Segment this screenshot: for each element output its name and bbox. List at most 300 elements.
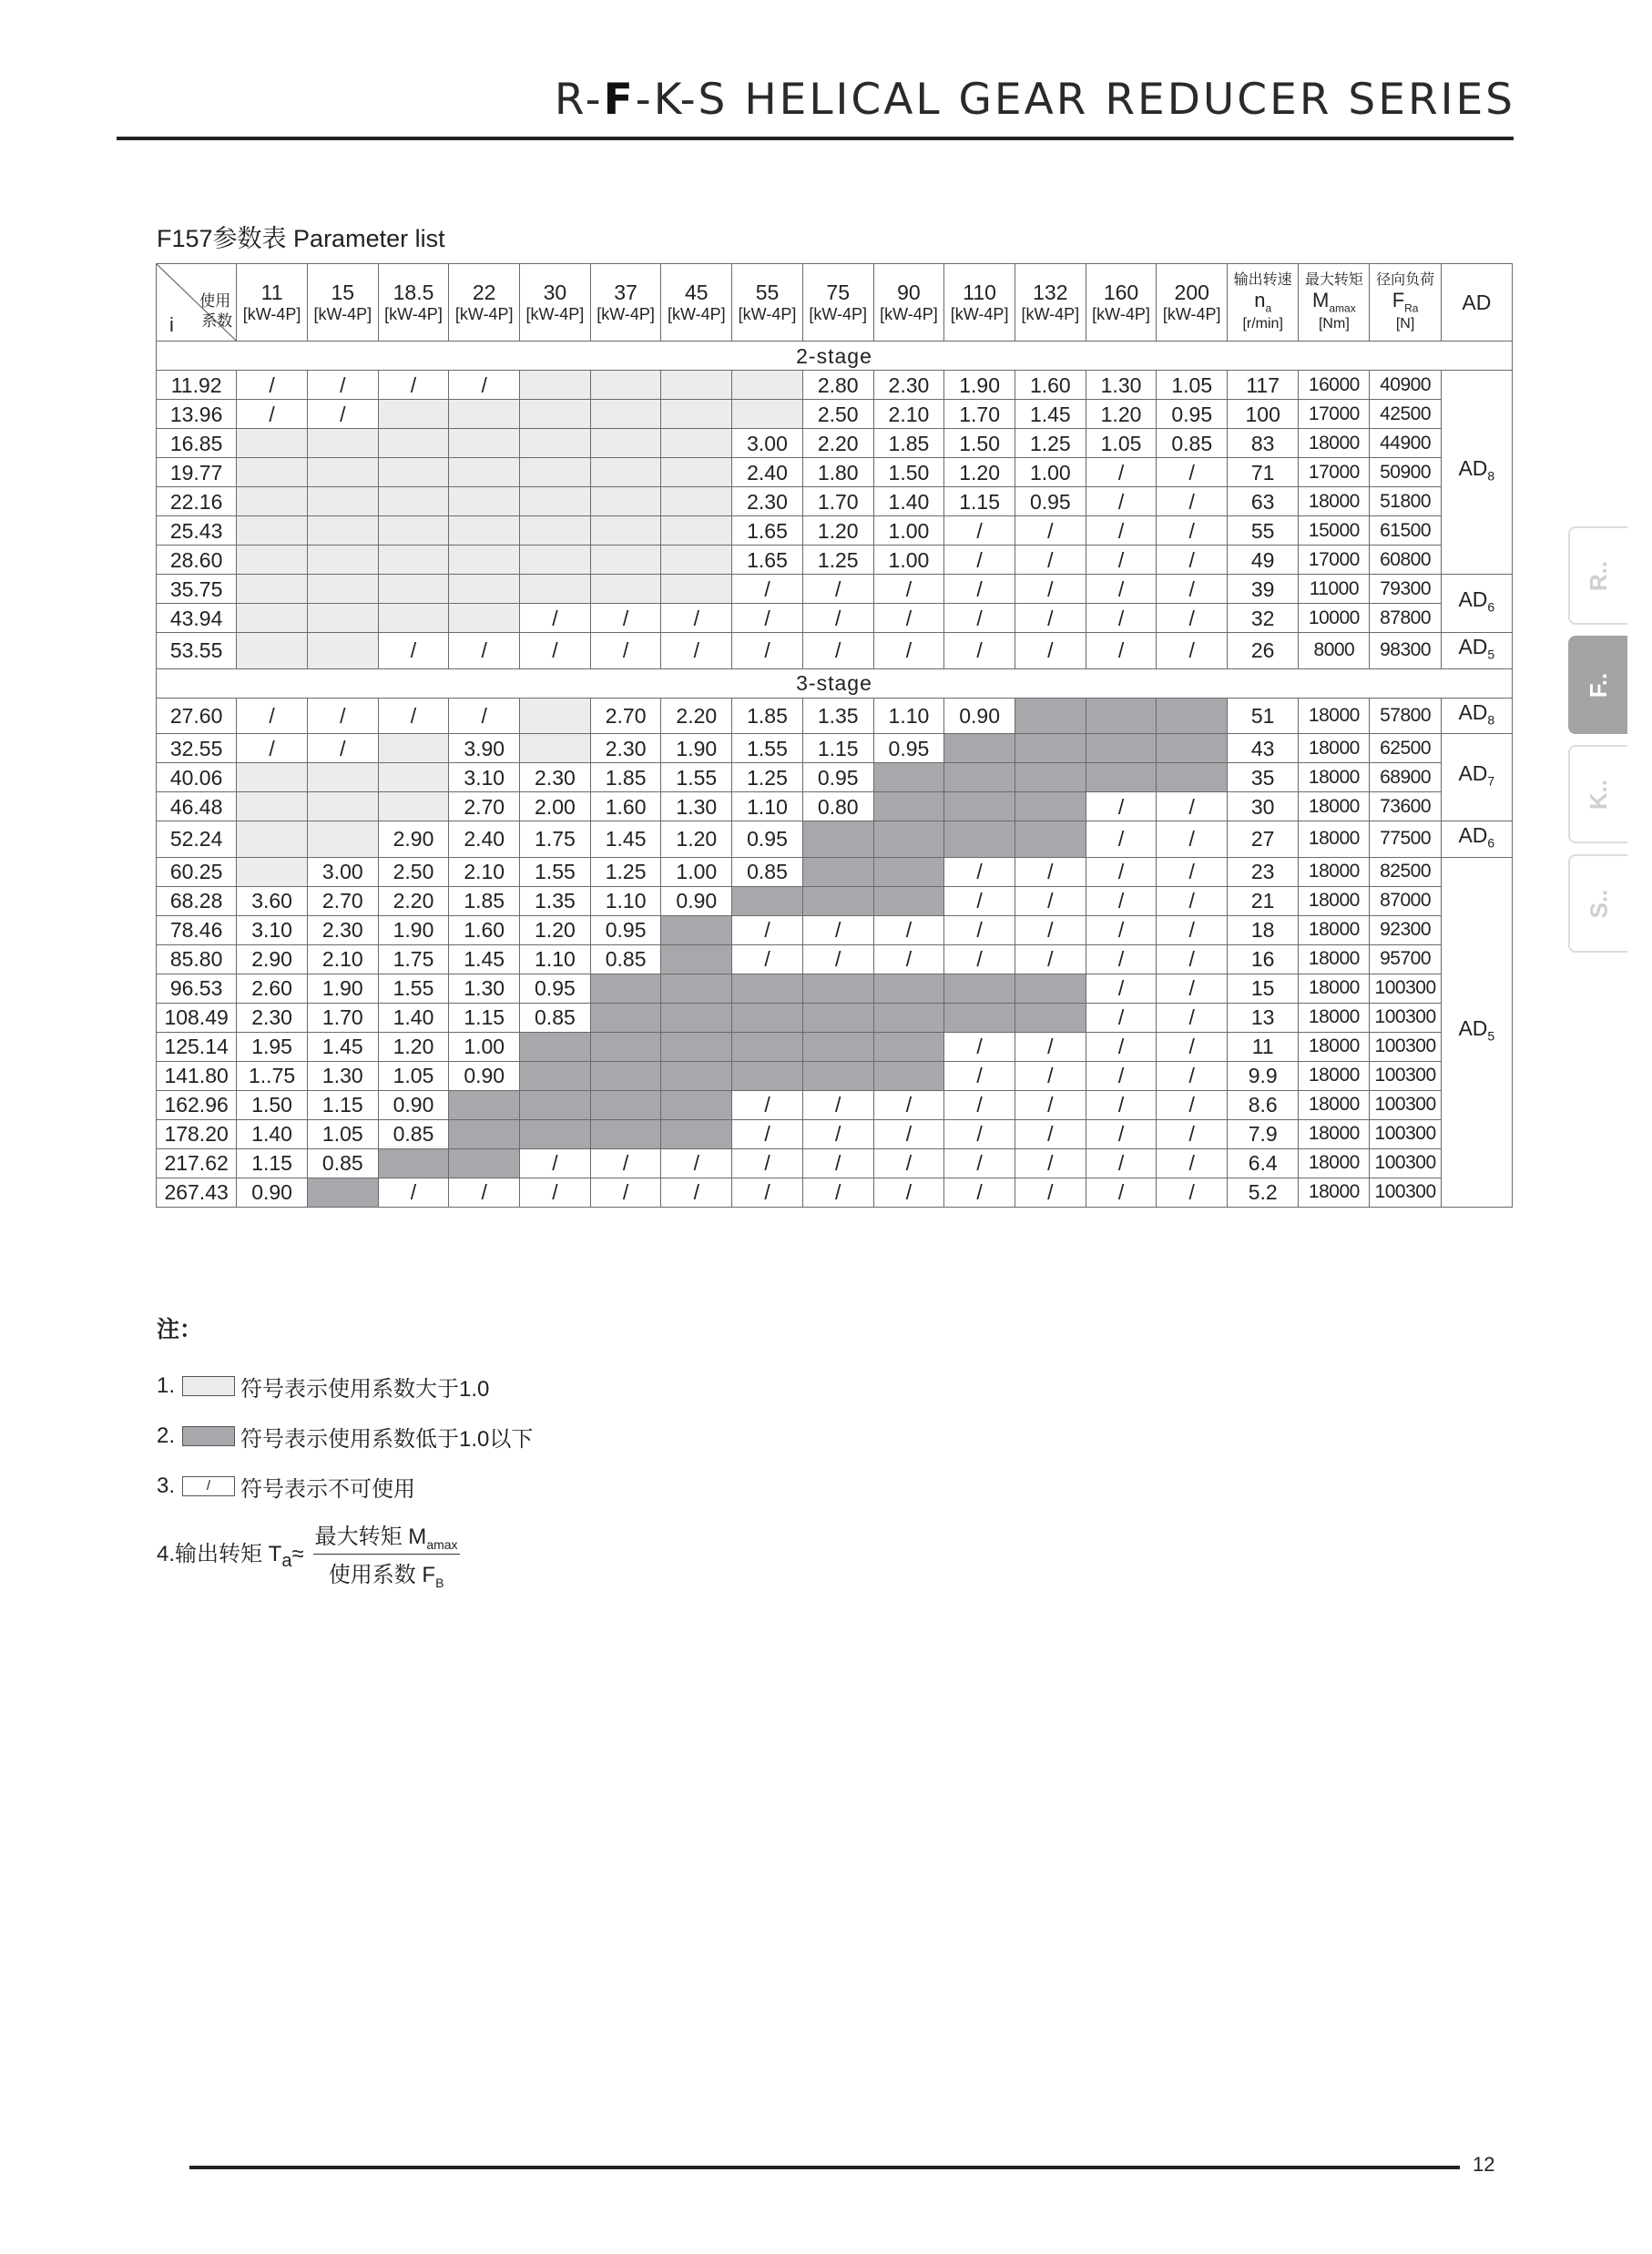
power-column-header: [1086, 264, 1157, 342]
service-factor-cell: /: [873, 575, 944, 604]
dark-shaded-cell: [661, 1032, 732, 1061]
light-shaded-cell: [590, 575, 661, 604]
slash-swatch: /: [182, 1476, 235, 1496]
dark-shaded-cell: [802, 1032, 873, 1061]
output-speed-cell: 63: [1228, 487, 1299, 516]
light-shaded-cell: [307, 429, 378, 458]
service-factor-cell: /: [1086, 1119, 1157, 1148]
service-factor-cell: 1.30: [307, 1061, 378, 1090]
service-factor-cell: /: [1157, 1178, 1228, 1207]
column-label: 径向负荷: [1376, 272, 1435, 289]
side-tab-f[interactable]: F..: [1568, 636, 1627, 734]
radial-load-cell: 100300: [1370, 1061, 1441, 1090]
output-speed-cell: 43: [1228, 734, 1299, 763]
light-shaded-cell: [520, 429, 591, 458]
extra-column-header: [1370, 264, 1441, 342]
dark-shaded-cell: [520, 1061, 591, 1090]
power-unit: [kW-4P]: [597, 304, 655, 323]
power-value: 45: [685, 280, 709, 305]
service-factor-cell: /: [802, 944, 873, 974]
table-row: [157, 763, 1513, 792]
page-number: 12: [1473, 2153, 1495, 2176]
dark-shaded-cell: [590, 1003, 661, 1032]
service-factor-cell: 0.95: [1015, 487, 1086, 516]
light-shaded-cell: [520, 516, 591, 546]
power-value: 160: [1103, 280, 1139, 305]
service-factor-cell: /: [1015, 886, 1086, 915]
output-speed-cell: 26: [1228, 633, 1299, 669]
light-shaded-cell: [520, 400, 591, 429]
ratio-cell: 78.46: [157, 915, 237, 944]
service-factor-cell: /: [237, 734, 308, 763]
service-factor-cell: 1.05: [1157, 371, 1228, 400]
column-symbol: $M_{amax}$: [1312, 289, 1356, 315]
service-factor-cell: /: [1157, 1119, 1228, 1148]
dark-shaded-cell: [449, 1148, 520, 1178]
max-torque-cell: 18000: [1299, 734, 1370, 763]
service-factor-cell: 1.85: [873, 429, 944, 458]
light-shaded-cell: [237, 821, 308, 858]
service-factor-cell: /: [944, 1032, 1015, 1061]
dark-shaded-cell: [1015, 698, 1086, 734]
dark-shaded-cell: [590, 1119, 661, 1148]
dark-shaded-cell: [802, 1003, 873, 1032]
service-factor-cell: 2.70: [590, 698, 661, 734]
service-factor-cell: /: [520, 604, 591, 633]
service-factor-cell: /: [944, 1090, 1015, 1119]
dark-shaded-cell: [1086, 763, 1157, 792]
max-torque-cell: 15000: [1299, 516, 1370, 546]
service-factor-cell: /: [1086, 974, 1157, 1003]
service-factor-cell: /: [944, 886, 1015, 915]
service-factor-cell: 2.20: [378, 886, 449, 915]
max-torque-cell: 18000: [1299, 1061, 1370, 1090]
dark-shaded-cell: [449, 1119, 520, 1148]
service-factor-cell: 1.25: [802, 546, 873, 575]
ratio-cell: 141.80: [157, 1061, 237, 1090]
light-shaded-cell: [520, 487, 591, 516]
power-unit: [kW-4P]: [1162, 304, 1221, 323]
dark-swatch: [182, 1426, 235, 1446]
ratio-cell: 68.28: [157, 886, 237, 915]
output-speed-cell: 6.4: [1228, 1148, 1299, 1178]
output-speed-cell: 16: [1228, 944, 1299, 974]
service-factor-cell: /: [378, 633, 449, 669]
max-torque-cell: 18000: [1299, 792, 1370, 821]
dark-shaded-cell: [944, 1003, 1015, 1032]
service-factor-cell: 1.75: [378, 944, 449, 974]
ratio-cell: 53.55: [157, 633, 237, 669]
ratio-cell: 16.85: [157, 429, 237, 458]
stage-header: 3-stage: [157, 668, 1513, 698]
service-factor-cell: /: [520, 1148, 591, 1178]
table-row: [157, 400, 1513, 429]
radial-load-cell: 100300: [1370, 1148, 1441, 1178]
ad-cell: $AD_5$: [1441, 857, 1512, 1207]
service-factor-cell: /: [1086, 458, 1157, 487]
side-tab-k[interactable]: K..: [1568, 745, 1627, 843]
light-shaded-cell: [307, 487, 378, 516]
dark-shaded-cell: [944, 792, 1015, 821]
dark-shaded-cell: [732, 1032, 803, 1061]
radial-load-cell: 79300: [1370, 575, 1441, 604]
service-factor-cell: /: [378, 698, 449, 734]
column-label: 输出转速: [1233, 272, 1292, 289]
service-factor-cell: 1.10: [520, 944, 591, 974]
light-shaded-cell: [520, 546, 591, 575]
ratio-cell: 108.49: [157, 1003, 237, 1032]
service-factor-cell: /: [1157, 915, 1228, 944]
ratio-cell: 125.14: [157, 1032, 237, 1061]
dark-shaded-cell: [732, 1061, 803, 1090]
service-factor-cell: 1.90: [661, 734, 732, 763]
table-row: [157, 371, 1513, 400]
ad-cell: $AD_8$: [1441, 371, 1512, 575]
service-factor-cell: 0.90: [449, 1061, 520, 1090]
service-factor-cell: 2.90: [237, 944, 308, 974]
service-factor-cell: 1.40: [873, 487, 944, 516]
table-row: [157, 734, 1513, 763]
light-shaded-cell: [378, 792, 449, 821]
ratio-cell: 22.16: [157, 487, 237, 516]
service-factor-cell: 1.20: [520, 915, 591, 944]
dark-shaded-cell: [802, 974, 873, 1003]
dark-shaded-cell: [873, 792, 944, 821]
power-column-header: [378, 264, 449, 342]
service-factor-cell: /: [661, 1178, 732, 1207]
light-shaded-cell: [520, 371, 591, 400]
service-factor-cell: 2.30: [590, 734, 661, 763]
output-speed-cell: 117: [1228, 371, 1299, 400]
power-value: 90: [897, 280, 921, 305]
service-factor-cell: 0.95: [732, 821, 803, 858]
radial-load-cell: 44900: [1370, 429, 1441, 458]
light-shaded-cell: [378, 575, 449, 604]
light-shaded-cell: [237, 763, 308, 792]
light-shaded-cell: [732, 400, 803, 429]
side-tab-s[interactable]: S..: [1568, 854, 1627, 953]
service-factor-cell: /: [944, 1119, 1015, 1148]
service-factor-cell: 0.85: [520, 1003, 591, 1032]
dark-shaded-cell: [873, 1032, 944, 1061]
ratio-cell: 217.62: [157, 1148, 237, 1178]
light-shaded-cell: [661, 400, 732, 429]
light-shaded-cell: [661, 458, 732, 487]
service-factor-cell: 0.95: [590, 915, 661, 944]
power-unit: [kW-4P]: [1021, 304, 1080, 323]
max-torque-cell: 18000: [1299, 1119, 1370, 1148]
dark-shaded-cell: [661, 1090, 732, 1119]
service-factor-cell: /: [1157, 944, 1228, 974]
output-speed-cell: 32: [1228, 604, 1299, 633]
dark-shaded-cell: [590, 1032, 661, 1061]
service-factor-cell: 1.40: [378, 1003, 449, 1032]
service-factor-cell: 1.55: [732, 734, 803, 763]
power-value: 15: [331, 280, 355, 305]
service-factor-cell: /: [1157, 487, 1228, 516]
service-factor-cell: /: [1157, 575, 1228, 604]
radial-load-cell: 100300: [1370, 1032, 1441, 1061]
ratio-cell: 11.92: [157, 371, 237, 400]
service-factor-cell: 0.90: [237, 1178, 308, 1207]
light-shaded-cell: [307, 792, 378, 821]
service-factor-cell: /: [307, 734, 378, 763]
table-row: [157, 792, 1513, 821]
max-torque-cell: 16000: [1299, 371, 1370, 400]
service-factor-cell: /: [1157, 546, 1228, 575]
dark-shaded-cell: [1015, 974, 1086, 1003]
column-unit: [Nm]: [1318, 315, 1350, 331]
service-factor-cell: /: [449, 371, 520, 400]
service-factor-cell: 1.40: [237, 1119, 308, 1148]
power-value: 110: [963, 280, 996, 305]
light-shaded-cell: [590, 516, 661, 546]
light-shaded-cell: [449, 487, 520, 516]
table-header: [157, 264, 1513, 342]
service-factor-cell: 1.95: [237, 1032, 308, 1061]
service-factor-cell: 1.15: [307, 1090, 378, 1119]
service-factor-cell: 1.50: [237, 1090, 308, 1119]
service-factor-cell: /: [590, 633, 661, 669]
service-factor-cell: 1.55: [520, 857, 591, 886]
service-factor-cell: 2.20: [661, 698, 732, 734]
dark-shaded-cell: [873, 974, 944, 1003]
dark-shaded-cell: [873, 1003, 944, 1032]
service-factor-cell: 2.20: [802, 429, 873, 458]
power-column-header: [1157, 264, 1228, 342]
service-factor-cell: /: [732, 575, 803, 604]
service-factor-cell: 0.85: [1157, 429, 1228, 458]
power-column-header: [732, 264, 803, 342]
service-factor-cell: 3.10: [449, 763, 520, 792]
table-row: [157, 698, 1513, 734]
dark-shaded-cell: [520, 1090, 591, 1119]
header-rule: [117, 137, 1514, 140]
max-torque-cell: 18000: [1299, 886, 1370, 915]
service-factor-cell: /: [1157, 1032, 1228, 1061]
service-factor-cell: /: [237, 400, 308, 429]
service-factor-cell: 1.35: [520, 886, 591, 915]
output-speed-cell: 5.2: [1228, 1178, 1299, 1207]
power-column-header: [661, 264, 732, 342]
service-factor-cell: 1.35: [802, 698, 873, 734]
service-factor-cell: 3.00: [732, 429, 803, 458]
corner-label-top: 使用: [199, 292, 231, 310]
light-shaded-cell: [378, 487, 449, 516]
service-factor-cell: 2.60: [237, 974, 308, 1003]
radial-load-cell: 82500: [1370, 857, 1441, 886]
service-factor-cell: 1.45: [1015, 400, 1086, 429]
max-torque-cell: 18000: [1299, 487, 1370, 516]
light-shaded-cell: [590, 458, 661, 487]
ad-cell: $AD_6$: [1441, 575, 1512, 633]
service-factor-cell: 1.25: [590, 857, 661, 886]
radial-load-cell: 100300: [1370, 1003, 1441, 1032]
service-factor-cell: /: [732, 604, 803, 633]
max-torque-cell: 18000: [1299, 429, 1370, 458]
service-factor-cell: 1.15: [449, 1003, 520, 1032]
output-speed-cell: 100: [1228, 400, 1299, 429]
power-unit: [kW-4P]: [1092, 304, 1150, 323]
side-tab-r[interactable]: R..: [1568, 526, 1627, 625]
light-swatch: [182, 1376, 235, 1396]
power-column-header: [307, 264, 378, 342]
max-torque-cell: 18000: [1299, 944, 1370, 974]
power-unit: [kW-4P]: [454, 304, 514, 323]
output-speed-cell: 15: [1228, 974, 1299, 1003]
service-factor-cell: 3.60: [237, 886, 308, 915]
service-factor-cell: /: [1157, 1090, 1228, 1119]
service-factor-cell: /: [378, 371, 449, 400]
light-shaded-cell: [732, 371, 803, 400]
service-factor-cell: 1.60: [449, 915, 520, 944]
service-factor-cell: 2.00: [520, 792, 591, 821]
power-unit: [kW-4P]: [384, 304, 443, 323]
service-factor-cell: /: [873, 944, 944, 974]
dark-shaded-cell: [661, 1119, 732, 1148]
output-speed-cell: 51: [1228, 698, 1299, 734]
light-shaded-cell: [520, 698, 591, 734]
radial-load-cell: 100300: [1370, 1178, 1441, 1207]
light-shaded-cell: [590, 487, 661, 516]
service-factor-cell: /: [1086, 857, 1157, 886]
ratio-cell: 96.53: [157, 974, 237, 1003]
service-factor-cell: /: [1086, 886, 1157, 915]
light-shaded-cell: [590, 429, 661, 458]
service-factor-cell: 1.10: [873, 698, 944, 734]
service-factor-cell: 1.80: [802, 458, 873, 487]
power-unit: [kW-4P]: [525, 304, 585, 323]
service-factor-cell: /: [1015, 1178, 1086, 1207]
light-shaded-cell: [237, 575, 308, 604]
output-speed-cell: 83: [1228, 429, 1299, 458]
light-shaded-cell: [661, 516, 732, 546]
radial-load-cell: 51800: [1370, 487, 1441, 516]
service-factor-cell: 1.90: [307, 974, 378, 1003]
power-column-header: [520, 264, 591, 342]
service-factor-cell: 1.65: [732, 516, 803, 546]
service-factor-cell: 1.45: [590, 821, 661, 858]
note-item: 1. 符号表示使用系数大于1.0: [157, 1373, 490, 1402]
service-factor-cell: /: [1086, 1061, 1157, 1090]
note-item: 2. 符号表示使用系数低于1.0以下: [157, 1423, 534, 1452]
ratio-cell: 13.96: [157, 400, 237, 429]
radial-load-cell: 50900: [1370, 458, 1441, 487]
service-factor-cell: 1.05: [1086, 429, 1157, 458]
service-factor-cell: /: [944, 633, 1015, 669]
light-shaded-cell: [590, 546, 661, 575]
power-column-header: [449, 264, 520, 342]
power-unit: [kW-4P]: [242, 304, 301, 323]
service-factor-cell: /: [237, 371, 308, 400]
stage-header: 2-stage: [157, 342, 1513, 371]
service-factor-cell: /: [449, 698, 520, 734]
max-torque-cell: 17000: [1299, 400, 1370, 429]
service-factor-cell: 3.10: [237, 915, 308, 944]
service-factor-cell: 1.00: [1015, 458, 1086, 487]
service-factor-cell: /: [1015, 1061, 1086, 1090]
service-factor-cell: 0.85: [732, 857, 803, 886]
service-factor-cell: 2.30: [237, 1003, 308, 1032]
light-shaded-cell: [237, 516, 308, 546]
service-factor-cell: /: [661, 1148, 732, 1178]
dark-shaded-cell: [802, 1061, 873, 1090]
output-speed-cell: 71: [1228, 458, 1299, 487]
power-unit: [kW-4P]: [809, 304, 868, 323]
table-corner-cell: [157, 264, 237, 342]
ratio-cell: 27.60: [157, 698, 237, 734]
ratio-cell: 35.75: [157, 575, 237, 604]
radial-load-cell: 77500: [1370, 821, 1441, 858]
dark-shaded-cell: [1157, 734, 1228, 763]
radial-load-cell: 73600: [1370, 792, 1441, 821]
service-factor-cell: 1.50: [944, 429, 1015, 458]
service-factor-cell: /: [307, 400, 378, 429]
service-factor-cell: 0.90: [378, 1090, 449, 1119]
ad-cell: $AD_6$: [1441, 821, 1512, 858]
light-shaded-cell: [449, 516, 520, 546]
table-row: [157, 633, 1513, 669]
table-row: [157, 1003, 1513, 1032]
dark-shaded-cell: [1086, 734, 1157, 763]
light-shaded-cell: [237, 792, 308, 821]
power-value: 75: [826, 280, 850, 305]
radial-load-cell: 100300: [1370, 974, 1441, 1003]
light-shaded-cell: [237, 633, 308, 669]
dark-shaded-cell: [944, 763, 1015, 792]
service-factor-cell: 0.95: [802, 763, 873, 792]
dark-shaded-cell: [661, 1061, 732, 1090]
service-factor-cell: 0.80: [802, 792, 873, 821]
service-factor-cell: /: [732, 1148, 803, 1178]
light-shaded-cell: [449, 604, 520, 633]
dark-shaded-cell: [802, 886, 873, 915]
service-factor-cell: /: [1086, 915, 1157, 944]
radial-load-cell: 42500: [1370, 400, 1441, 429]
light-shaded-cell: [378, 604, 449, 633]
service-factor-cell: /: [732, 1178, 803, 1207]
service-factor-cell: /: [1015, 575, 1086, 604]
light-shaded-cell: [307, 575, 378, 604]
light-shaded-cell: [237, 546, 308, 575]
radial-load-cell: 57800: [1370, 698, 1441, 734]
power-column-header: [802, 264, 873, 342]
power-unit: [kW-4P]: [950, 304, 1009, 323]
service-factor-cell: /: [873, 1119, 944, 1148]
light-shaded-cell: [661, 429, 732, 458]
ratio-cell: 85.80: [157, 944, 237, 974]
power-column-header: [590, 264, 661, 342]
service-factor-cell: /: [1157, 857, 1228, 886]
light-shaded-cell: [520, 734, 591, 763]
service-factor-cell: 2.50: [802, 400, 873, 429]
dark-shaded-cell: [590, 1061, 661, 1090]
power-column-header: [1015, 264, 1086, 342]
radial-load-cell: 68900: [1370, 763, 1441, 792]
service-factor-cell: /: [873, 1148, 944, 1178]
table-row: [157, 1178, 1513, 1207]
ratio-cell: 19.77: [157, 458, 237, 487]
service-factor-cell: /: [732, 944, 803, 974]
service-factor-cell: /: [1157, 458, 1228, 487]
power-column-header: [237, 264, 308, 342]
service-factor-cell: /: [802, 915, 873, 944]
ad-cell: $AD_8$: [1441, 698, 1512, 734]
service-factor-cell: /: [944, 516, 1015, 546]
light-shaded-cell: [449, 400, 520, 429]
light-shaded-cell: [590, 400, 661, 429]
service-factor-cell: /: [1086, 1032, 1157, 1061]
